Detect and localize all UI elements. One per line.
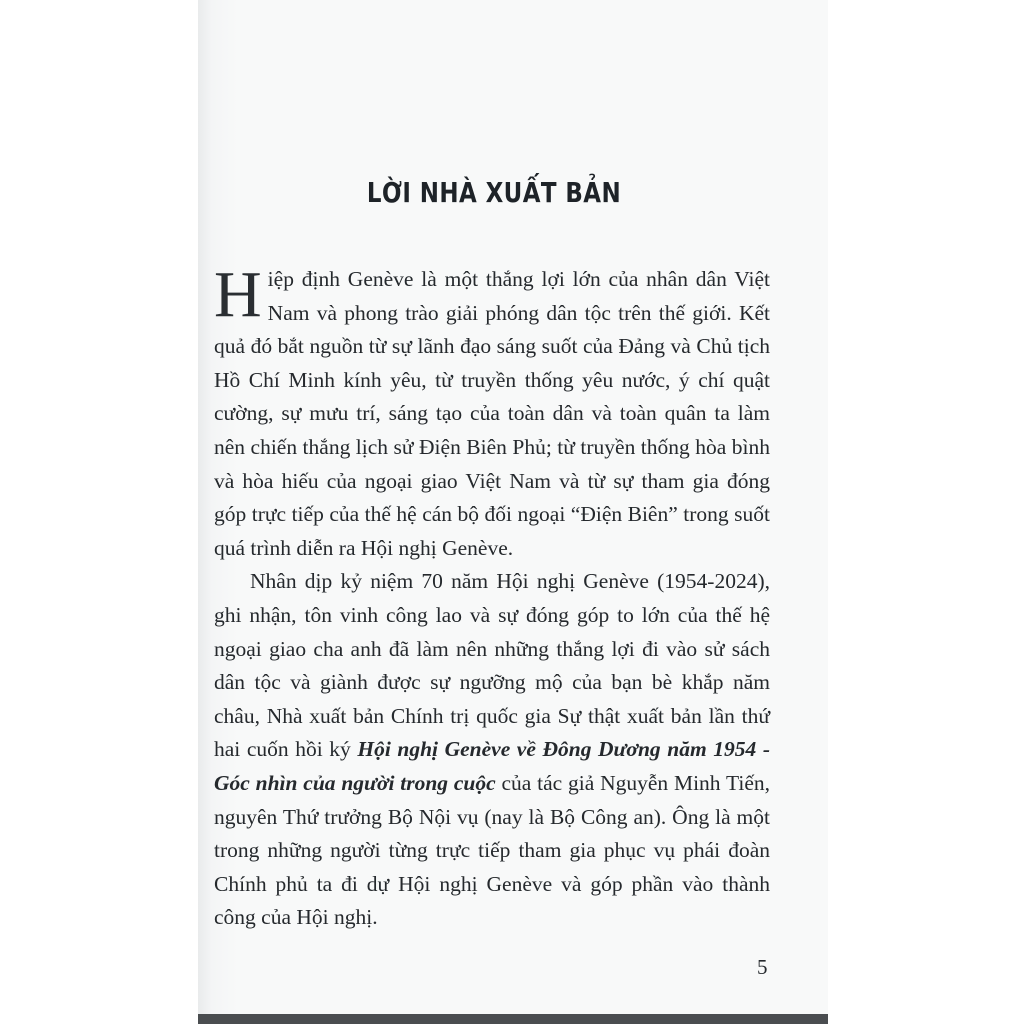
page-number: 5 [757,955,768,979]
page-title: LỜI NHÀ XUẤT BẢN [366,176,622,209]
book-page [198,0,828,1024]
drop-cap: H [214,258,262,331]
page-body [214,258,770,935]
paragraph-2-text-before: Nhân dịp kỷ niệm 70 năm Hội nghị Genève (1954-2024), ghi nhận, tôn vinh công lao và sự đóng góp to lớn của thế hệ ngoại giao cha anh đã làm nên những thắng lợi đi vào sử sách dân tộc và giành được sự ngưỡng mộ của bạn bè khắp năm châu, Nhà xuất bản Chính trị quốc gia Sự thật xuất bản lần thứ hai cuốn hồi ký [214,569,770,762]
paragraph-2-text-after: của tác giả Nguyễn Minh Tiến, nguyên Thứ trưởng Bộ Nội vụ (nay là Bộ Công an). Ông là một trong những người từng trực tiếp tham gia phục vụ phái đoàn Chính phủ ta đi dự Hội nghị Genève và góp phần vào thành công của Hội nghị. [214,770,770,930]
paragraph-2 [214,565,770,935]
book-title: Hội nghị Genève về Đông Dương năm 1954 - Góc nhìn của người trong cuộc [214,737,770,795]
page-edge-shadow [198,1014,828,1024]
paragraph-1 [214,258,770,565]
paragraph-1-text: iệp định Genève là một thắng lợi lớn của nhân dân Việt Nam và phong trào giải phóng dân tộc trên thế giới. Kết quả đó bắt nguồn từ sự lãnh đạo sáng suốt của Đảng và Chủ tịch Hồ Chí Minh kính yêu, từ truyền thống yêu nước, ý chí quật cường, sự mưu trí, sáng tạo của toàn dân và toàn quân ta làm nên chiến thắng lịch sử Điện Biên Phủ; từ truyền thống hòa bình và hòa hiếu của ngoại giao Việt Nam và từ sự tham gia đóng góp trực tiếp của thế hệ cán bộ đối ngoại “Điện Biên” trong suốt quá trình diễn ra Hội nghị Genève. [214,267,770,560]
background [0,0,198,1024]
